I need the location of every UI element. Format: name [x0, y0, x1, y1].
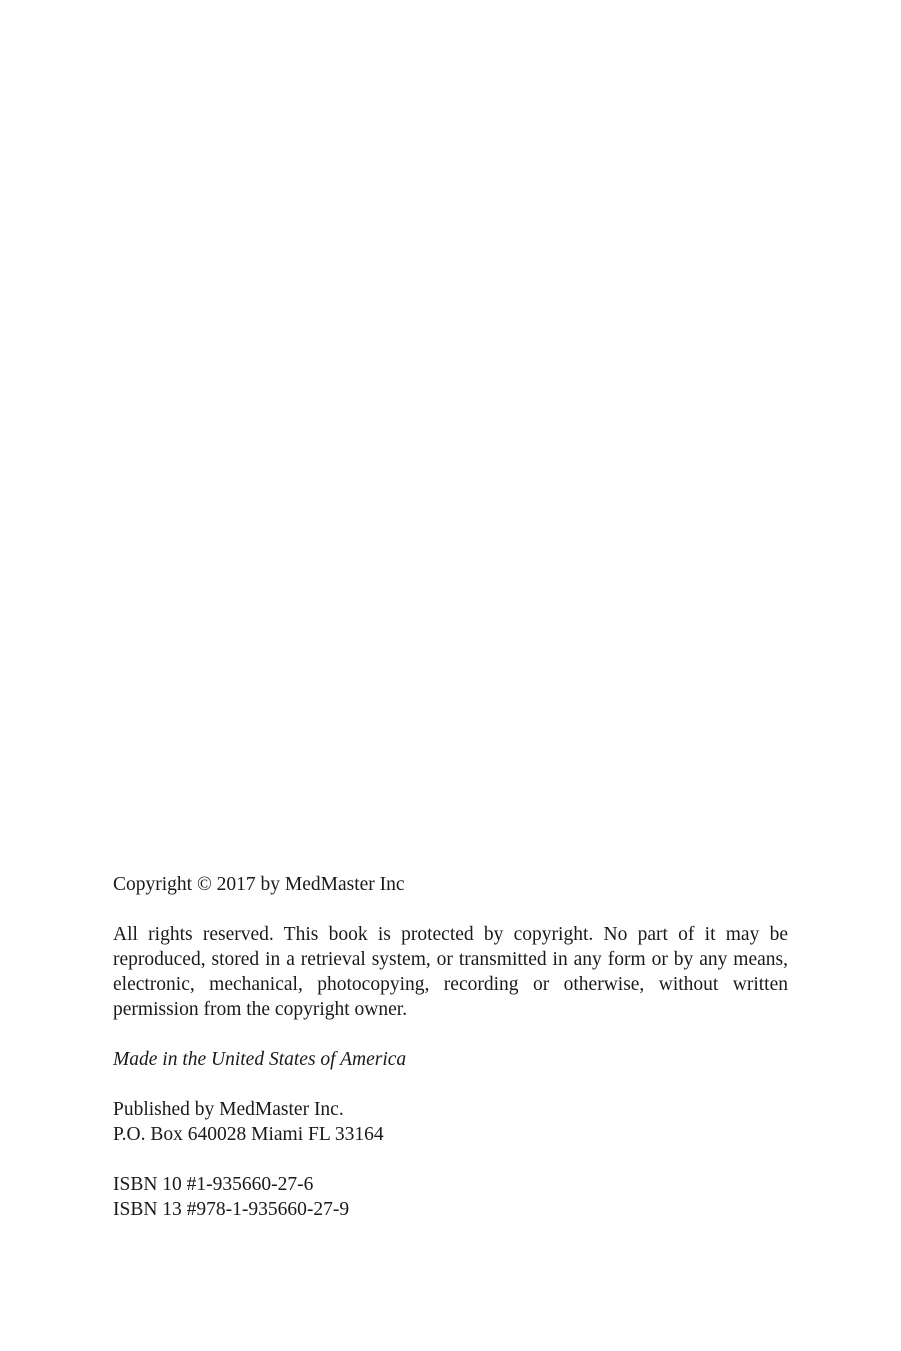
spacer	[113, 1022, 788, 1047]
made-in-line: Made in the United States of America	[113, 1049, 407, 1070]
copyright-block	[113, 872, 788, 1222]
rights-statement: All rights reserved. This book is protected by copyright. No part of it may be reproduced, stored in a retrieval system, or transmitted in any form or by any means, electronic, mechanical, photocopying, recording or otherwise, without written permission from the copyright owner.	[113, 924, 788, 1020]
publisher-address: P.O. Box 640028 Miami FL 33164	[113, 1124, 384, 1145]
spacer	[113, 1147, 788, 1172]
publisher-line: Published by MedMaster Inc.	[113, 1099, 344, 1120]
isbn-10: ISBN 10 #1-935660-27-6	[113, 1174, 314, 1195]
isbn-13: ISBN 13 #978-1-935660-27-9	[113, 1199, 350, 1220]
copyright-line: Copyright © 2017 by MedMaster Inc	[113, 874, 405, 895]
spacer	[113, 1072, 788, 1097]
spacer	[113, 897, 788, 922]
